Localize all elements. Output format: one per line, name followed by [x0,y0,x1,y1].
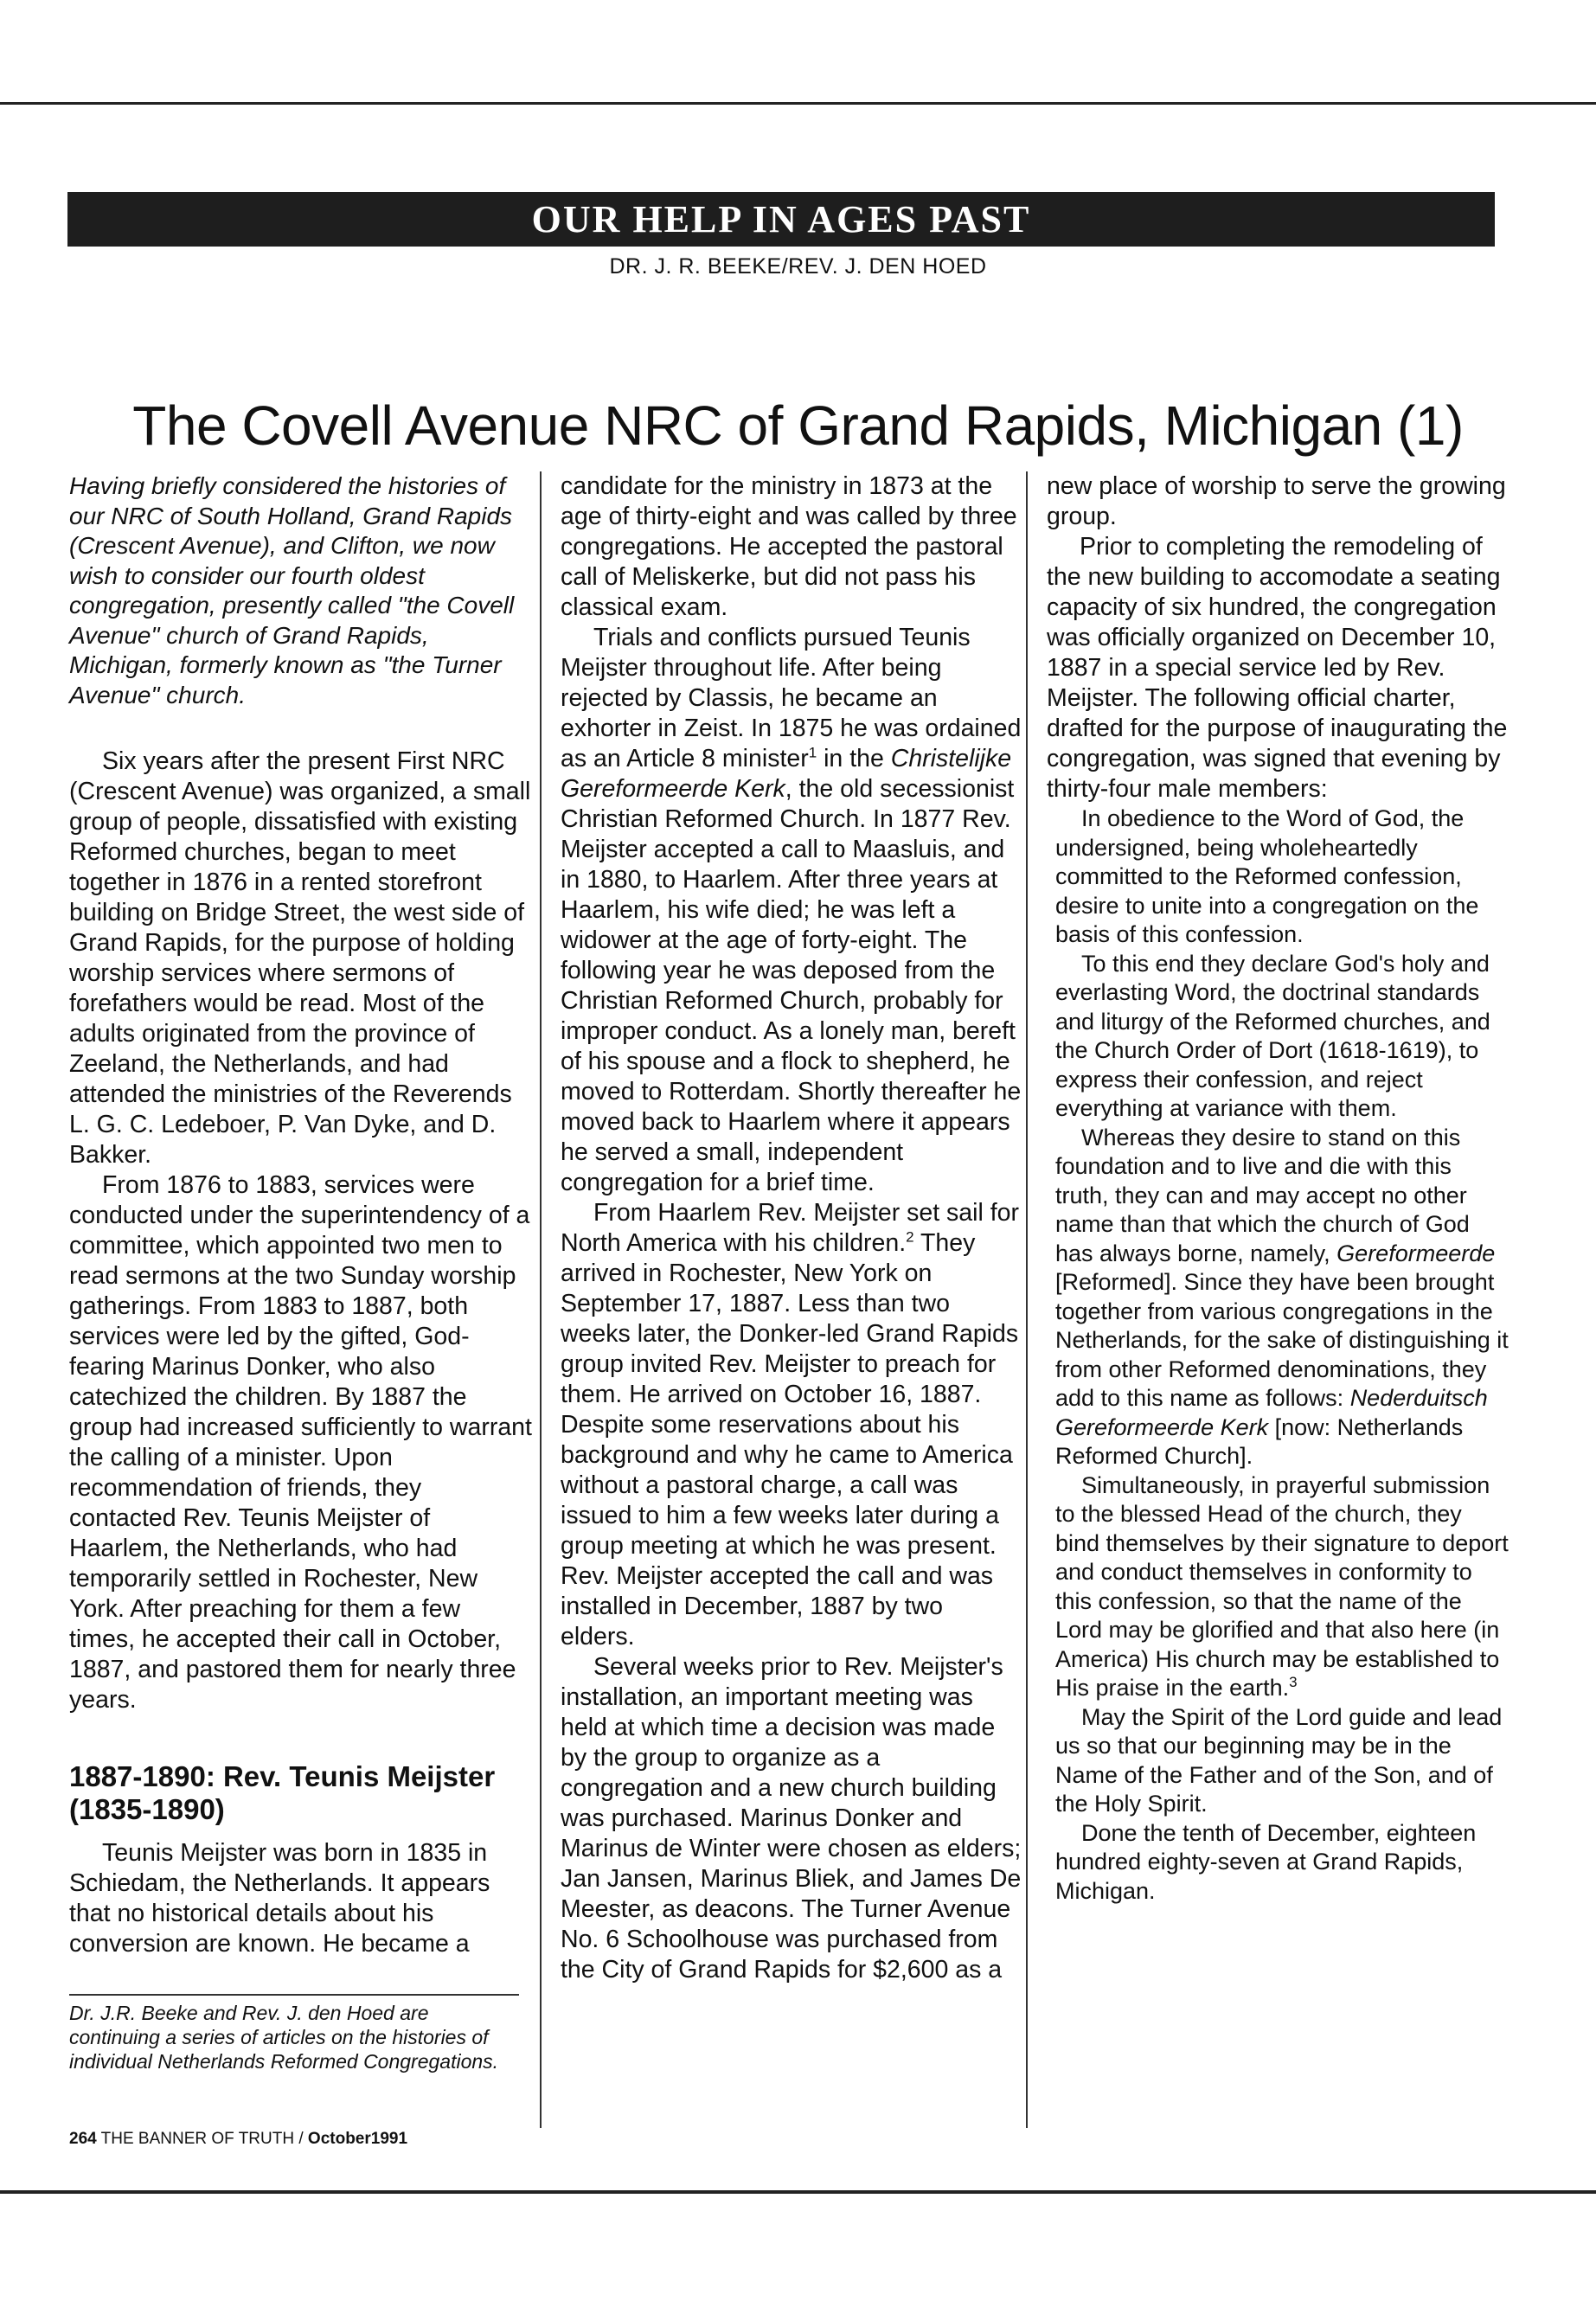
paragraph: new place of worship to serve the growing group. [1047,472,1506,530]
intro-paragraph: Having briefly considered the histories of our NRC of South Holland, Grand Rapids (Crescent Avenue), and Clifton, we now wish to consider our fourth oldest congregation, presently called "the Covell Avenue" church of Grand Rapids, Michigan, formerly known as "the Turner Avenue" church. [69,472,515,708]
author-note: Dr. J.R. Beeke and Rev. J. den Hoed are continuing a series of articles on the histories of individual Netherlands Reformed Congregations. [69,2002,499,2073]
italic-term: Nederduitsch Gereformeerde Kerk [1055,1385,1488,1440]
banner-text: OUR HELP IN AGES PAST [531,198,1031,240]
footnote-marker: 3 [1289,1674,1298,1690]
column-divider-1 [540,471,542,2128]
italic-term: Christelijke Gereformeerde Kerk [561,745,1012,803]
text-run: They arrived in Rochester, New York on September 17, 1887. Less than two weeks later, the Donker-led Grand Rapids group invited Rev. Meijster to preach for them. He arrived on October 16, 1887. Despite some reservations about his background and why he came to America without a pastoral charge, a call was issued to him a few weeks later during a group meeting at which he was present. Rev. Meijster accepted the call and was installed in December, 1887 by two elders. [561,1229,1019,1650]
text-run: , the old secessionist Christian Reformed Church. In 1877 Rev. Meijster accepted a call to Maasluis, and in 1880, to Haarlem. After three years at Haarlem, his wife died; he was left a widower at the age of forty-eight. The following year he was deposed from the Christian Reformed Church, probably for improper conduct. As a lonely man, bereft of his spouse and a flock to shepherd, he moved to Rotterdam. Shortly thereafter he moved back to Haarlem where it appears he served a small, independent congregation for a brief time. [561,775,1022,1196]
charter-paragraph: May the Spirit of the Lord guide and lead us so that our beginning may be in the Name of the Father and of the Son, and of the Holy Spirit. [1055,1703,1503,1817]
column-divider-2 [1026,471,1028,2128]
journal-name: THE BANNER OF TRUTH / [100,2130,304,2148]
paragraph: From 1876 to 1883, services were conducted under the superintendency of a committee, which appointed two men to read sermons at the two Sunday worship gatherings. From 1883 to 1887, both services were led by the gifted, God-fearing Marinus Donker, who also catechized the children. By 1887 the group had increased sufficiently to warrant the calling of a minister. Upon recommendation of friends, they contacted Rev. Teunis Meijster of Haarlem, the Netherlands, who had temporarily settled in Rochester, New York. After preaching for them a few times, he accepted their call in October, 1887, and pastored them for nearly three years. [69,1171,532,1714]
column-3 [1047,471,1509,1906]
footnote-marker: 1 [808,744,817,761]
section-banner [67,192,1495,247]
paragraph: Several weeks prior to Rev. Meijster's installation, an important meeting was held at which time a decision was made by the group to organize as a congregation and a new church building was purchased. Marinus Donker and Marinus de Winter were chosen as elders; Jan Jansen, Marinus Bliek, and James De Meester, as deacons. The Turner Avenue No. 6 Schoolhouse was purchased from the City of Grand Rapids for $2,600 as a [561,1653,1022,1984]
paragraph: candidate for the ministry in 1873 at the age of thirty-eight and was called by three congregations. He accepted the pastoral call of Meliskerke, but did not pass his classical exam. [561,472,1017,621]
text-run: Whereas they desire to stand on this foundation and to live and die with this truth, they can and may accept no other name than that which the church of God has always borne, namely, [1055,1124,1470,1266]
text-run: From Haarlem Rev. Meijster set sail for North America with his children. [561,1199,1019,1257]
column-2 [561,471,1023,1985]
paragraph [561,623,1023,1198]
top-rule [0,102,1596,105]
author-note-rule [69,1994,519,1996]
paragraph: Prior to completing the remodeling of the new building to accomodate a seating capacity of six hundred, the congregation was officially organized on December 10, 1887 in a special service led by Rev. Meijster. The following official charter, drafted for the purpose of inaugurating the congregation, was signed that evening by thirty-four male members: [1047,533,1508,803]
page-number: 264 [69,2130,97,2148]
charter-paragraph [1055,1124,1509,1471]
text-run: [now: Netherlands Reformed Church]. [1055,1413,1464,1469]
paragraph: Teunis Meijster was born in 1835 in Schiedam, the Netherlands. It appears that no historical details about his conversion are known. He became a [69,1839,490,1958]
bottom-rule [0,2190,1596,2194]
authors-line: DR. J. R. BEEKE/REV. J. DEN HOED [609,254,987,279]
section-heading: 1887-1890: Rev. Teunis Meijster (1835-1890) [69,1760,496,1825]
charter-paragraph [1055,1471,1509,1703]
issue-date: October1991 [307,2130,408,2148]
paragraph: Six years after the present First NRC (Crescent Avenue) was organized, a small group of people, dissatisfied with existing Reformed churches, began to meet together in 1876 in a rented storefront building on Bridge Street, the west side of Grand Rapids, for the purpose of holding worship services where sermons of forefathers would be read. Most of the adults originated from the province of Zeeland, the Netherlands, and had attended the ministries of the Reverends L. G. C. Ledeboer, P. Van Dyke, and D. Bakker. [69,747,531,1169]
footnote-marker: 2 [906,1228,914,1246]
text-run: [Reformed]. Since they have been brought together from various congregations in the Netherlands, for the sake of distinguishing it from other Reformed denominations, they add to this name as follows: [1055,1269,1509,1411]
article-title: The Covell Avenue NRC of Grand Rapids, Michigan (1) [132,394,1464,457]
charter-paragraph: In obedience to the Word of God, the undersigned, being wholeheartedly committed to the Reformed confession, desire to unite into a congregation on the basis of this confession. [1055,805,1479,947]
text-run: Simultaneously, in prayerful submission to the blessed Head of the church, they bind themselves by their signature to deport and conduct themselves in conformity to this confession, so that the name of the Lord may be glorified and that also here (in America) His church may be established to His praise in the earth. [1055,1471,1509,1701]
page-footer [69,2130,407,2149]
charter-quote [1047,804,1509,1906]
italic-term: Gereformeerde [1336,1240,1496,1266]
column-1 [69,471,532,1959]
charter-paragraph: Done the tenth of December, eighteen hundred eighty-seven at Grand Rapids, Michigan. [1055,1819,1477,1904]
text-run: in the [817,745,891,772]
text-run: Trials and conflicts pursued Teunis Meijster throughout life. After being rejected by Classis, he became an exhorter in Zeist. In 1875 he was ordained as an Article 8 minister [561,624,1022,772]
charter-paragraph: To this end they declare God's holy and everlasting Word, the doctrinal standards and liturgy of the Reformed churches, and the Church Order of Dort (1618-1619), to express their confession, and reject everything at variance with them. [1055,950,1490,1121]
paragraph [561,1198,1023,1652]
